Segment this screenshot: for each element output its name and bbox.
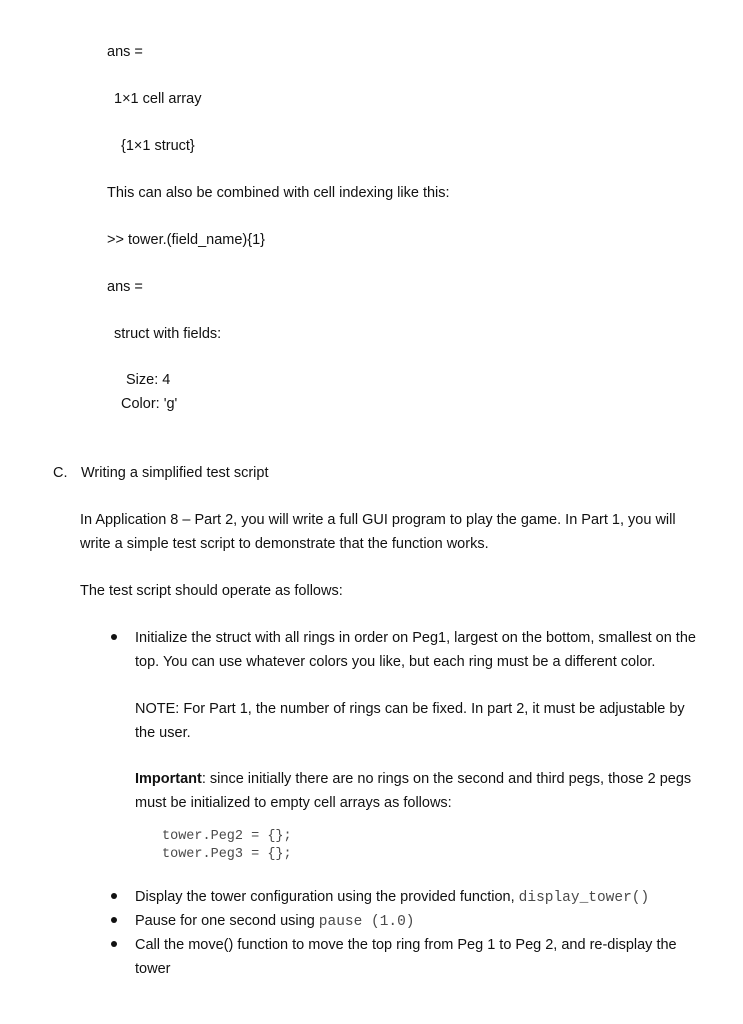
bullet-icon bbox=[111, 893, 117, 899]
bullet2-line bbox=[135, 886, 649, 909]
code-line-peg3: tower.Peg3 = {}; bbox=[162, 847, 292, 862]
field-size: Size: 4 bbox=[126, 372, 171, 388]
bullet-icon bbox=[111, 941, 117, 947]
bullet3-line bbox=[135, 910, 415, 933]
command-line: >> tower.(field_name){1} bbox=[107, 232, 265, 248]
section-heading: Writing a simplified test script bbox=[81, 465, 269, 481]
important-text: : since initially there are no rings on the second and third pegs, those 2 pegs bbox=[201, 771, 692, 787]
important-label: Important bbox=[135, 771, 202, 787]
struct-with-fields-text: struct with fields: bbox=[114, 326, 222, 342]
bullet4-line1: Call the move() function to move the top ring from Peg 1 to Peg 2, and re-display the bbox=[135, 937, 677, 953]
bullet3-code: pause (1.0) bbox=[318, 914, 415, 930]
bullet3-text: Pause for one second using bbox=[135, 913, 319, 929]
bullet2-code: display_tower() bbox=[518, 890, 650, 906]
bullet-icon bbox=[111, 917, 117, 923]
ans-label-1: ans = bbox=[107, 44, 143, 60]
bullet2-text: Display the tower configuration using the provided function, bbox=[135, 889, 519, 905]
important-line1 bbox=[135, 768, 691, 790]
bullet-icon bbox=[111, 634, 117, 640]
intro-paragraph-line2: write a simple test script to demonstrate that the function works. bbox=[80, 536, 489, 552]
ans-label-2: ans = bbox=[107, 279, 143, 295]
bullet4-line2: tower bbox=[135, 961, 171, 977]
bullet1-line2: top. You can use whatever colors you like, but each ring must be a different color. bbox=[135, 654, 656, 670]
field-color: Color: 'g' bbox=[121, 396, 178, 412]
bullet1-line1: Initialize the struct with all rings in order on Peg1, largest on the bottom, smallest on the bbox=[135, 630, 696, 646]
combine-paragraph: This can also be combined with cell indexing like this: bbox=[107, 185, 450, 201]
important-line2: must be initialized to empty cell arrays as follows: bbox=[135, 795, 452, 811]
code-line-peg2: tower.Peg2 = {}; bbox=[162, 829, 292, 844]
section-marker: C. bbox=[53, 465, 68, 481]
note-line1: NOTE: For Part 1, the number of rings can be fixed. In part 2, it must be adjustable by bbox=[135, 701, 685, 717]
cell-array-text: 1×1 cell array bbox=[114, 91, 202, 107]
struct-cell-text: {1×1 struct} bbox=[121, 138, 195, 154]
operations-intro: The test script should operate as follows: bbox=[80, 583, 343, 599]
note-line2: the user. bbox=[135, 725, 191, 741]
intro-paragraph-line1: In Application 8 – Part 2, you will write a full GUI program to play the game. In Part 1, you will bbox=[80, 512, 676, 528]
